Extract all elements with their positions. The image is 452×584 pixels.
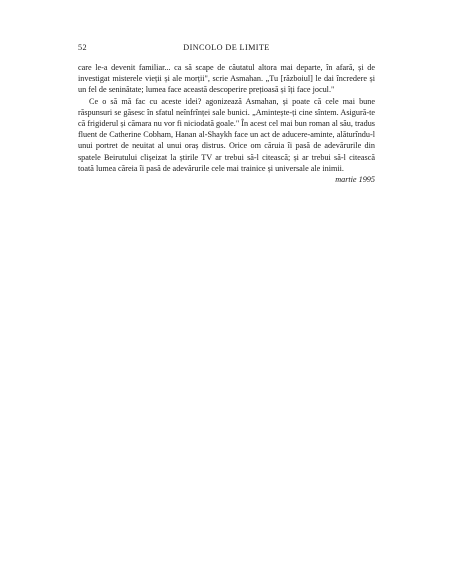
paragraph: Ce o să mă fac cu aceste idei? agonizează Asmahan, și poate că cele mai bune răspunsuri se găsesc în sfatul neînfrînței sale bunici. „Amintește-ți cine sîntem. Asigură-te că frigiderul și cămara nu vor fi niciodată goale." În acest cel mai bun roman al său, tradus fluent de Catherine Cobham, Hanan al-Shaykh face un act de aducere-aminte, alăturîndu-l unui portret de neuitat al unui oraș distrus. Orice om căruia îi pasă de adevărurile din spatele Beirutului clișeizat la știrile TV ar trebui să-l citească; și ar trebui să-l citească toată lumea căreia îi pasă de adevărurile cele mai trainice și universale ale inimii. [78,96,375,173]
body-text [78,62,375,185]
paragraph-continued: care le-a devenit familiar... ca să scape de căutatul altora mai departe, în afară, și de investigat misterele vieții și ale morții", scrie Asmahan. „Tu [războiul] le dai încredere și un fel de seninătate; lumea face această descoperire prețioasă și îți face jocul." [78,63,375,95]
running-title: DINCOLO DE LIMITE [183,43,270,52]
running-head [78,43,375,55]
date-signature: martie 1995 [335,175,375,185]
page-number: 52 [78,43,87,52]
